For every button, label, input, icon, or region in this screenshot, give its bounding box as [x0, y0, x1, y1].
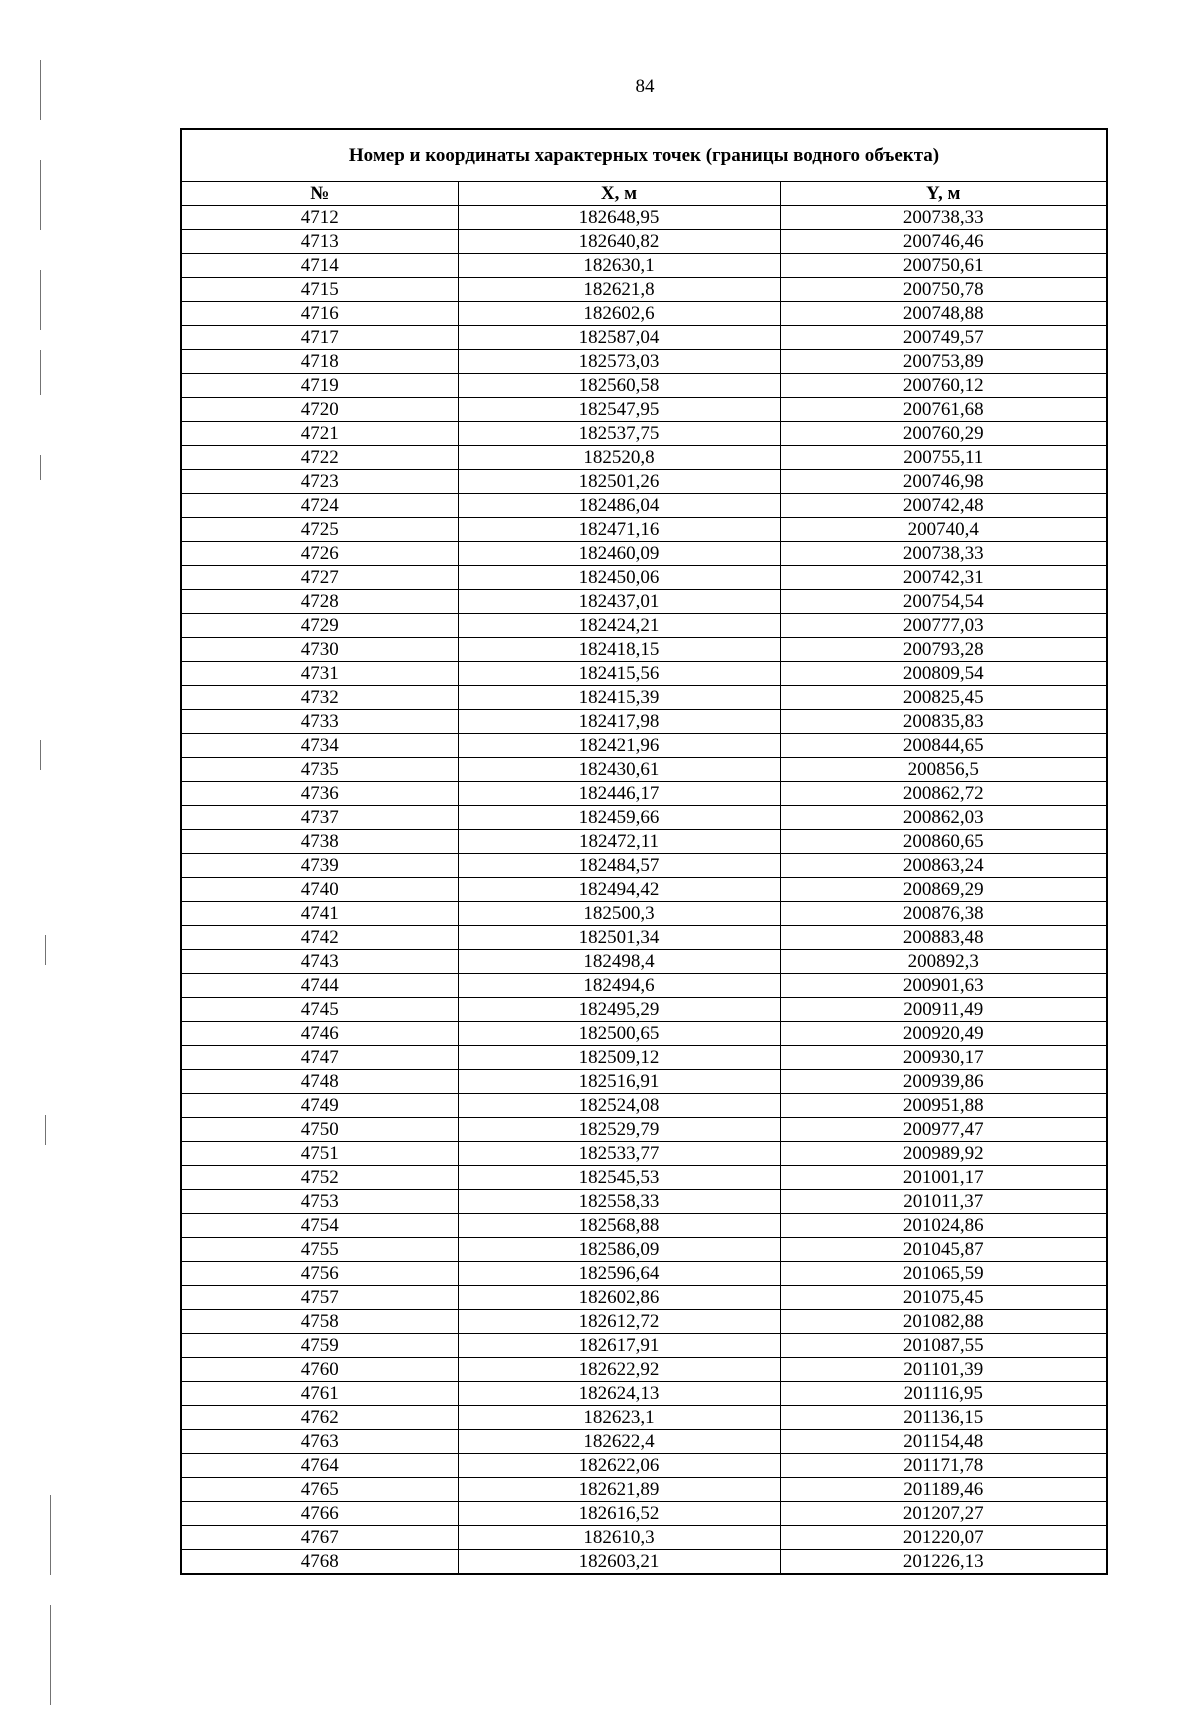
- cell-point-number: 4734: [181, 734, 458, 758]
- cell-x-coordinate: 182415,56: [458, 662, 780, 686]
- cell-point-number: 4737: [181, 806, 458, 830]
- cell-point-number: 4733: [181, 710, 458, 734]
- cell-y-coordinate: 201226,13: [780, 1550, 1107, 1575]
- cell-y-coordinate: 200754,54: [780, 590, 1107, 614]
- cell-y-coordinate: 200835,83: [780, 710, 1107, 734]
- cell-point-number: 4766: [181, 1502, 458, 1526]
- cell-point-number: 4765: [181, 1478, 458, 1502]
- cell-y-coordinate: 200753,89: [780, 350, 1107, 374]
- cell-x-coordinate: 182446,17: [458, 782, 780, 806]
- cell-point-number: 4712: [181, 206, 458, 230]
- cell-point-number: 4763: [181, 1430, 458, 1454]
- cell-y-coordinate: 201136,15: [780, 1406, 1107, 1430]
- cell-point-number: 4727: [181, 566, 458, 590]
- scan-artifact-line: [50, 1495, 51, 1575]
- cell-point-number: 4743: [181, 950, 458, 974]
- column-header-y: Y, м: [780, 182, 1107, 206]
- cell-y-coordinate: 200844,65: [780, 734, 1107, 758]
- cell-x-coordinate: 182586,09: [458, 1238, 780, 1262]
- scan-artifact-line: [50, 1605, 51, 1705]
- cell-y-coordinate: 200809,54: [780, 662, 1107, 686]
- table-row: [181, 1286, 1107, 1310]
- cell-y-coordinate: 200920,49: [780, 1022, 1107, 1046]
- cell-x-coordinate: 182529,79: [458, 1118, 780, 1142]
- cell-y-coordinate: 200825,45: [780, 686, 1107, 710]
- cell-point-number: 4750: [181, 1118, 458, 1142]
- cell-y-coordinate: 200977,47: [780, 1118, 1107, 1142]
- cell-point-number: 4713: [181, 230, 458, 254]
- cell-point-number: 4722: [181, 446, 458, 470]
- cell-y-coordinate: 201189,46: [780, 1478, 1107, 1502]
- table-row: [181, 470, 1107, 494]
- cell-x-coordinate: 182495,29: [458, 998, 780, 1022]
- cell-x-coordinate: 182459,66: [458, 806, 780, 830]
- cell-y-coordinate: 200901,63: [780, 974, 1107, 998]
- cell-y-coordinate: 200777,03: [780, 614, 1107, 638]
- cell-x-coordinate: 182484,57: [458, 854, 780, 878]
- cell-point-number: 4754: [181, 1214, 458, 1238]
- cell-point-number: 4724: [181, 494, 458, 518]
- table-row: [181, 278, 1107, 302]
- cell-y-coordinate: 200748,88: [780, 302, 1107, 326]
- scan-artifact-line: [40, 60, 41, 120]
- cell-y-coordinate: 200876,38: [780, 902, 1107, 926]
- cell-point-number: 4729: [181, 614, 458, 638]
- cell-point-number: 4757: [181, 1286, 458, 1310]
- cell-y-coordinate: 200761,68: [780, 398, 1107, 422]
- cell-y-coordinate: 201075,45: [780, 1286, 1107, 1310]
- cell-point-number: 4748: [181, 1070, 458, 1094]
- cell-point-number: 4735: [181, 758, 458, 782]
- cell-x-coordinate: 182437,01: [458, 590, 780, 614]
- cell-y-coordinate: 200939,86: [780, 1070, 1107, 1094]
- table-row: [181, 1094, 1107, 1118]
- cell-x-coordinate: 182471,16: [458, 518, 780, 542]
- cell-x-coordinate: 182520,8: [458, 446, 780, 470]
- table-row: [181, 878, 1107, 902]
- cell-point-number: 4720: [181, 398, 458, 422]
- cell-x-coordinate: 182630,1: [458, 254, 780, 278]
- cell-x-coordinate: 182460,09: [458, 542, 780, 566]
- cell-point-number: 4715: [181, 278, 458, 302]
- cell-y-coordinate: 201207,27: [780, 1502, 1107, 1526]
- table-row: [181, 1022, 1107, 1046]
- table-row: [181, 422, 1107, 446]
- cell-y-coordinate: 201116,95: [780, 1382, 1107, 1406]
- cell-point-number: 4768: [181, 1550, 458, 1575]
- cell-point-number: 4744: [181, 974, 458, 998]
- cell-x-coordinate: 182648,95: [458, 206, 780, 230]
- cell-y-coordinate: 200911,49: [780, 998, 1107, 1022]
- table-row: [181, 998, 1107, 1022]
- cell-y-coordinate: 201011,37: [780, 1190, 1107, 1214]
- table-row: [181, 1382, 1107, 1406]
- cell-x-coordinate: 182623,1: [458, 1406, 780, 1430]
- scan-artifact-line: [45, 1115, 46, 1145]
- cell-point-number: 4717: [181, 326, 458, 350]
- cell-x-coordinate: 182547,95: [458, 398, 780, 422]
- table-row: [181, 686, 1107, 710]
- table-title: Номер и координаты характерных точек (границы водного объекта): [181, 129, 1107, 182]
- scan-artifact-line: [40, 160, 41, 230]
- cell-x-coordinate: 182501,26: [458, 470, 780, 494]
- cell-point-number: 4760: [181, 1358, 458, 1382]
- cell-x-coordinate: 182622,4: [458, 1430, 780, 1454]
- scan-artifact-line: [40, 350, 41, 395]
- scan-artifact-line: [40, 270, 41, 330]
- table-row: [181, 254, 1107, 278]
- table-row: [181, 1190, 1107, 1214]
- cell-y-coordinate: 200892,3: [780, 950, 1107, 974]
- cell-y-coordinate: 200742,48: [780, 494, 1107, 518]
- cell-point-number: 4719: [181, 374, 458, 398]
- coordinates-table: [180, 128, 1108, 1575]
- cell-point-number: 4731: [181, 662, 458, 686]
- cell-x-coordinate: 182509,12: [458, 1046, 780, 1070]
- table-row: [181, 1070, 1107, 1094]
- table-row: [181, 1502, 1107, 1526]
- cell-x-coordinate: 182486,04: [458, 494, 780, 518]
- cell-y-coordinate: 200930,17: [780, 1046, 1107, 1070]
- cell-y-coordinate: 201154,48: [780, 1430, 1107, 1454]
- table-row: [181, 806, 1107, 830]
- cell-point-number: 4721: [181, 422, 458, 446]
- cell-point-number: 4726: [181, 542, 458, 566]
- cell-point-number: 4741: [181, 902, 458, 926]
- cell-x-coordinate: 182612,72: [458, 1310, 780, 1334]
- cell-y-coordinate: 201087,55: [780, 1334, 1107, 1358]
- scan-artifact-line: [40, 740, 41, 770]
- cell-point-number: 4758: [181, 1310, 458, 1334]
- cell-y-coordinate: 200760,29: [780, 422, 1107, 446]
- cell-y-coordinate: 200746,98: [780, 470, 1107, 494]
- cell-x-coordinate: 182640,82: [458, 230, 780, 254]
- cell-x-coordinate: 182421,96: [458, 734, 780, 758]
- cell-x-coordinate: 182430,61: [458, 758, 780, 782]
- cell-x-coordinate: 182603,21: [458, 1550, 780, 1575]
- cell-y-coordinate: 201220,07: [780, 1526, 1107, 1550]
- cell-x-coordinate: 182616,52: [458, 1502, 780, 1526]
- cell-point-number: 4767: [181, 1526, 458, 1550]
- table-row: [181, 326, 1107, 350]
- table-row: [181, 734, 1107, 758]
- table-row: [181, 1310, 1107, 1334]
- table-row: [181, 1214, 1107, 1238]
- cell-y-coordinate: 200869,29: [780, 878, 1107, 902]
- cell-point-number: 4742: [181, 926, 458, 950]
- cell-point-number: 4761: [181, 1382, 458, 1406]
- table-row: [181, 1358, 1107, 1382]
- cell-x-coordinate: 182417,98: [458, 710, 780, 734]
- table-row: [181, 782, 1107, 806]
- cell-point-number: 4764: [181, 1454, 458, 1478]
- cell-point-number: 4739: [181, 854, 458, 878]
- cell-x-coordinate: 182621,8: [458, 278, 780, 302]
- cell-y-coordinate: 200755,11: [780, 446, 1107, 470]
- cell-point-number: 4714: [181, 254, 458, 278]
- cell-point-number: 4746: [181, 1022, 458, 1046]
- table-row: [181, 710, 1107, 734]
- cell-point-number: 4752: [181, 1166, 458, 1190]
- cell-y-coordinate: 201001,17: [780, 1166, 1107, 1190]
- cell-point-number: 4749: [181, 1094, 458, 1118]
- cell-x-coordinate: 182418,15: [458, 638, 780, 662]
- table-row: [181, 974, 1107, 998]
- cell-point-number: 4723: [181, 470, 458, 494]
- cell-point-number: 4725: [181, 518, 458, 542]
- cell-x-coordinate: 182610,3: [458, 1526, 780, 1550]
- cell-x-coordinate: 182622,06: [458, 1454, 780, 1478]
- cell-y-coordinate: 200738,33: [780, 206, 1107, 230]
- cell-point-number: 4751: [181, 1142, 458, 1166]
- table-row: [181, 1166, 1107, 1190]
- cell-y-coordinate: 201082,88: [780, 1310, 1107, 1334]
- cell-x-coordinate: 182524,08: [458, 1094, 780, 1118]
- table-row: [181, 1118, 1107, 1142]
- cell-x-coordinate: 182573,03: [458, 350, 780, 374]
- table-row: [181, 1430, 1107, 1454]
- table-row: [181, 1238, 1107, 1262]
- page-number: 84: [635, 76, 655, 97]
- cell-point-number: 4738: [181, 830, 458, 854]
- table-row: [181, 1262, 1107, 1286]
- table-row: [181, 854, 1107, 878]
- column-header-x: X, м: [458, 182, 780, 206]
- cell-point-number: 4732: [181, 686, 458, 710]
- cell-x-coordinate: 182624,13: [458, 1382, 780, 1406]
- cell-x-coordinate: 182602,86: [458, 1286, 780, 1310]
- cell-x-coordinate: 182500,65: [458, 1022, 780, 1046]
- table-row: [181, 518, 1107, 542]
- cell-y-coordinate: 200856,5: [780, 758, 1107, 782]
- cell-y-coordinate: 200760,12: [780, 374, 1107, 398]
- cell-y-coordinate: 200862,03: [780, 806, 1107, 830]
- cell-point-number: 4716: [181, 302, 458, 326]
- cell-x-coordinate: 182494,6: [458, 974, 780, 998]
- cell-x-coordinate: 182494,42: [458, 878, 780, 902]
- cell-y-coordinate: 200750,61: [780, 254, 1107, 278]
- table-row: [181, 590, 1107, 614]
- table-row: [181, 206, 1107, 230]
- cell-x-coordinate: 182501,34: [458, 926, 780, 950]
- cell-y-coordinate: 200742,31: [780, 566, 1107, 590]
- cell-y-coordinate: 200883,48: [780, 926, 1107, 950]
- table-body: [181, 206, 1107, 1575]
- table-row: [181, 302, 1107, 326]
- cell-y-coordinate: 200749,57: [780, 326, 1107, 350]
- table-row: [181, 926, 1107, 950]
- cell-y-coordinate: 200750,78: [780, 278, 1107, 302]
- cell-x-coordinate: 182533,77: [458, 1142, 780, 1166]
- table-row: [181, 374, 1107, 398]
- cell-y-coordinate: 201024,86: [780, 1214, 1107, 1238]
- cell-x-coordinate: 182537,75: [458, 422, 780, 446]
- cell-x-coordinate: 182472,11: [458, 830, 780, 854]
- table-row: [181, 446, 1107, 470]
- cell-x-coordinate: 182415,39: [458, 686, 780, 710]
- cell-x-coordinate: 182621,89: [458, 1478, 780, 1502]
- cell-y-coordinate: 200793,28: [780, 638, 1107, 662]
- table-row: [181, 830, 1107, 854]
- cell-x-coordinate: 182617,91: [458, 1334, 780, 1358]
- cell-point-number: 4753: [181, 1190, 458, 1214]
- cell-y-coordinate: 200862,72: [780, 782, 1107, 806]
- cell-point-number: 4755: [181, 1238, 458, 1262]
- table-row: [181, 1478, 1107, 1502]
- cell-x-coordinate: 182602,6: [458, 302, 780, 326]
- cell-point-number: 4759: [181, 1334, 458, 1358]
- cell-point-number: 4736: [181, 782, 458, 806]
- table-row: [181, 1526, 1107, 1550]
- column-header-number: №: [181, 182, 458, 206]
- cell-x-coordinate: 182424,21: [458, 614, 780, 638]
- table-row: [181, 638, 1107, 662]
- cell-x-coordinate: 182596,64: [458, 1262, 780, 1286]
- table-row: [181, 1046, 1107, 1070]
- cell-x-coordinate: 182516,91: [458, 1070, 780, 1094]
- table-row: [181, 758, 1107, 782]
- cell-point-number: 4745: [181, 998, 458, 1022]
- cell-y-coordinate: 200860,65: [780, 830, 1107, 854]
- table-row: [181, 1550, 1107, 1575]
- table-row: [181, 1334, 1107, 1358]
- table-row: [181, 494, 1107, 518]
- cell-x-coordinate: 182500,3: [458, 902, 780, 926]
- cell-point-number: 4747: [181, 1046, 458, 1070]
- cell-point-number: 4740: [181, 878, 458, 902]
- table-row: [181, 1406, 1107, 1430]
- cell-point-number: 4730: [181, 638, 458, 662]
- cell-x-coordinate: 182545,53: [458, 1166, 780, 1190]
- table-row: [181, 350, 1107, 374]
- cell-x-coordinate: 182450,06: [458, 566, 780, 590]
- table-row: [181, 566, 1107, 590]
- cell-point-number: 4762: [181, 1406, 458, 1430]
- scan-artifact-line: [45, 935, 46, 965]
- cell-x-coordinate: 182498,4: [458, 950, 780, 974]
- cell-y-coordinate: 200738,33: [780, 542, 1107, 566]
- table-row: [181, 1454, 1107, 1478]
- cell-point-number: 4728: [181, 590, 458, 614]
- scan-artifact-line: [40, 455, 41, 480]
- cell-y-coordinate: 201101,39: [780, 1358, 1107, 1382]
- cell-y-coordinate: 200746,46: [780, 230, 1107, 254]
- cell-y-coordinate: 201045,87: [780, 1238, 1107, 1262]
- cell-y-coordinate: 200740,4: [780, 518, 1107, 542]
- table-row: [181, 902, 1107, 926]
- table-row: [181, 950, 1107, 974]
- cell-point-number: 4718: [181, 350, 458, 374]
- table-row: [181, 662, 1107, 686]
- cell-x-coordinate: 182568,88: [458, 1214, 780, 1238]
- table-row: [181, 1142, 1107, 1166]
- cell-y-coordinate: 201065,59: [780, 1262, 1107, 1286]
- table-row: [181, 542, 1107, 566]
- cell-point-number: 4756: [181, 1262, 458, 1286]
- cell-x-coordinate: 182558,33: [458, 1190, 780, 1214]
- table-row: [181, 398, 1107, 422]
- cell-y-coordinate: 200989,92: [780, 1142, 1107, 1166]
- table-row: [181, 614, 1107, 638]
- cell-x-coordinate: 182587,04: [458, 326, 780, 350]
- cell-x-coordinate: 182622,92: [458, 1358, 780, 1382]
- table-row: [181, 230, 1107, 254]
- cell-y-coordinate: 200951,88: [780, 1094, 1107, 1118]
- cell-y-coordinate: 201171,78: [780, 1454, 1107, 1478]
- cell-x-coordinate: 182560,58: [458, 374, 780, 398]
- cell-y-coordinate: 200863,24: [780, 854, 1107, 878]
